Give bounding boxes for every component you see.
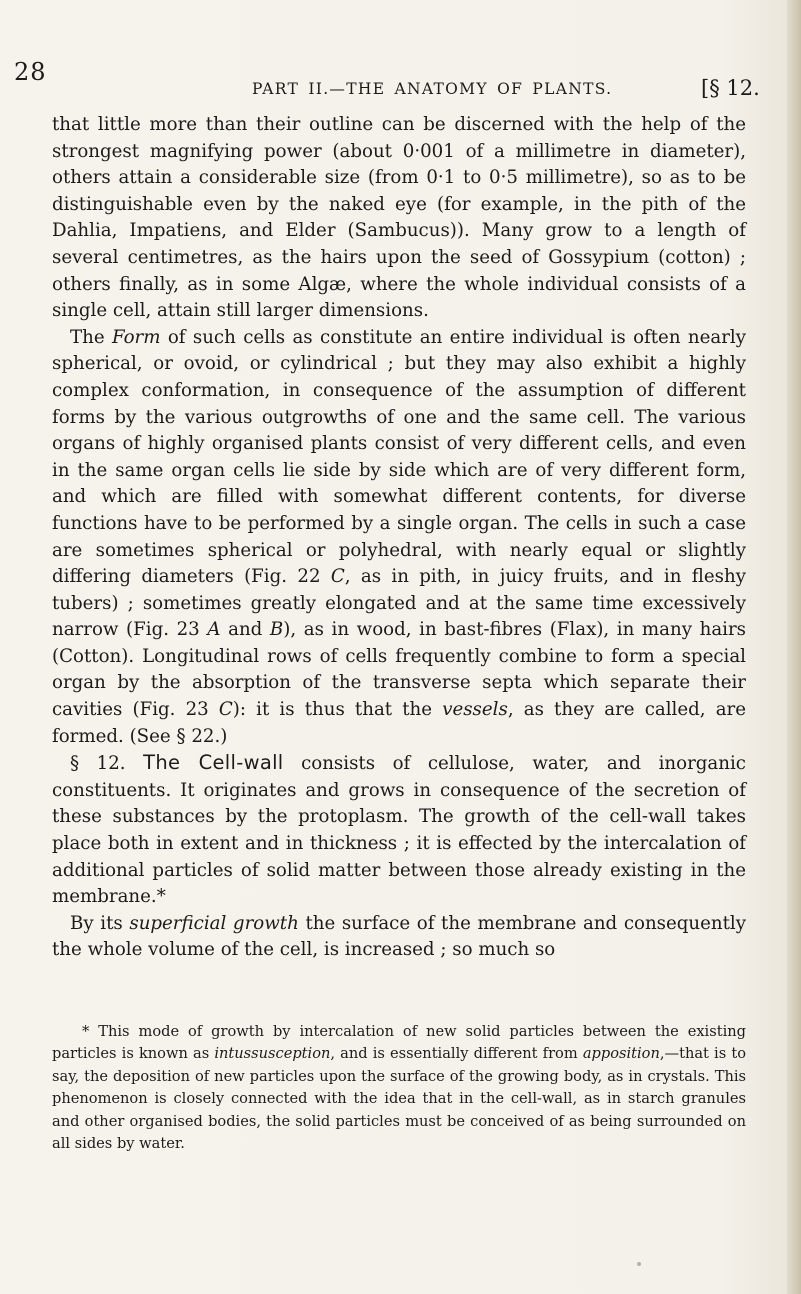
figure-letter-a: A <box>207 619 221 641</box>
page-edge-shadow <box>787 0 801 1294</box>
running-head: PART II.—THE ANATOMY OF PLANTS. <box>252 80 613 98</box>
paragraph-3 <box>52 750 746 911</box>
footnote-text <box>52 1021 746 1155</box>
figure-letter-c: C <box>330 566 345 588</box>
text-run: ): it is thus that the <box>232 699 443 721</box>
text-run: * This mode of growth by intercalation of new solid particles between the existing particles is known as <box>52 1023 746 1063</box>
text-run: consists of cellulose, water, and inorganic constituents. It originates and grows in consequence of the secretion of these substances by the protoplasm. The growth of the cell-wall takes place both in extent and in thickness ; it is effected by the intercalation of additional particles of solid matter between those already existing in the membrane.* <box>52 753 746 908</box>
term-intussusception: intussusception <box>214 1045 331 1063</box>
term-superficial-growth: superficial growth <box>129 912 299 934</box>
term-apposition: apposition <box>582 1045 660 1063</box>
text-run: the surface of the membrane and consequently the whole volume of the cell, is increased ; so much so <box>52 912 746 961</box>
text-run: The <box>70 326 112 348</box>
page-number: 28 <box>14 58 47 86</box>
section-heading: The Cell-wall <box>143 751 284 775</box>
text-run: By its <box>70 912 130 934</box>
paragraph-1: that little more than their outline can be discerned with the help of the strongest magnifying power (about 0·001 of a millimetre in diameter), others attain a considerable size (from 0·1 to 0·5 millimetre), so as to be distinguishable even by the naked eye (for example, in the pith of the Dahlia, Impatiens, and Elder (Sambucus)). Many grow to a length of several centimetres, as the hairs upon the seed of Gossypium (cotton) ; others finally, as in some Algæ, where the whole individual consists of a single cell, attain still larger dimensions. <box>52 114 746 322</box>
text-run: ), as in wood, in bast-fibres (Flax), in many hairs (Cotton). Longitudinal rows of cells frequently combine to form a special organ by the absorption of the transverse septa which separate their cavities (Fig. 23 <box>52 619 747 721</box>
text-run: ,—that is to say, the deposition of new particles upon the surface of the growing body, as in crystals. This phenomenon is closely connected with the idea that in the cell-wall, as in starch granules and other organised bodies, the solid particles must be conceived of as being surrounded on all sides by water. <box>52 1045 746 1153</box>
section-reference: [§ 12. <box>701 76 760 100</box>
text-run: , as they are called, are formed. (See § 22.) <box>52 699 746 747</box>
figure-letter-c: C <box>218 699 233 721</box>
footnote <box>52 1021 746 1155</box>
text-run: , and is essentially different from <box>330 1045 583 1063</box>
text-run: and <box>220 619 270 641</box>
term-vessels: vessels <box>442 699 508 721</box>
text-run: , as in pith, in juicy fruits, and in fleshy tubers) ; sometimes greatly elongated and at the same time excessively narrow (Fig. 23 <box>52 566 746 641</box>
paragraph-2 <box>52 325 746 751</box>
figure-letter-b: B <box>269 619 284 641</box>
paper-speck <box>637 1262 641 1266</box>
term-form: Form <box>111 326 161 348</box>
text-run: of such cells as constitute an entire individual is often nearly spherical, or ovoid, or cylindrical ; but they may also exhibit a highly complex conformation, in consequence of the assumption of different forms by the various outgrowths of one and the same cell. The various organs of highly organised plants consist of very different cells, and even in the same organ cells lie side by side which are of very different form, and which are filled with somewhat different contents, for diverse functions have to be performed by a single organ. The cells in such a case are sometimes spherical or polyhedral, with nearly equal or slightly differing diameters (Fig. 22 <box>52 326 746 588</box>
main-text <box>52 112 746 964</box>
paragraph-4 <box>52 911 746 964</box>
section-number: § 12. <box>70 753 144 775</box>
